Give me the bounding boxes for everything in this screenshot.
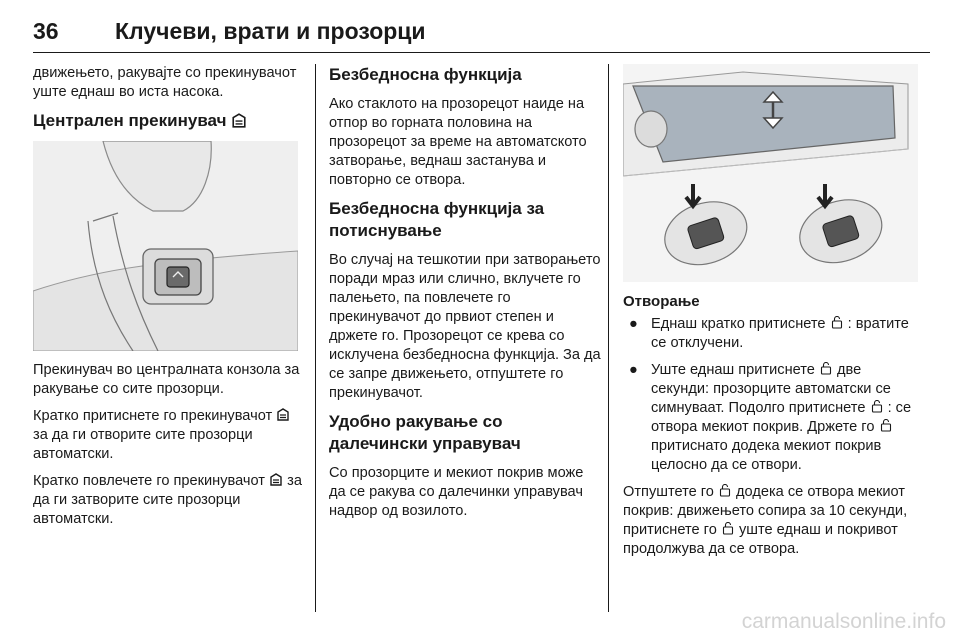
paragraph: Во случај на тешкотии при затворањето поради мраз или слично, вклучете го палењето, па повлечете го прекинувачот до првиот степен и држете го. Прозорецот се крева со исклучена безбедносна функција. За да се запре движењето, отпуштете го прекинувачот. — [329, 252, 601, 401]
list-item: ● Уште еднаш притиснете две секунди: прозорците автоматски се симнуваат. Подолго притиснете : се отвора мекиот покрив. Држете го притиснато додека мекиот покрив целосно да се отвори. — [629, 362, 912, 473]
window-switch-icon — [232, 113, 246, 128]
unlock-key-icon — [880, 419, 892, 432]
unlock-key-icon — [831, 316, 843, 329]
remote-window-illustration — [623, 64, 918, 282]
column-1 — [33, 64, 303, 537]
watermark: carmanualsonline.info — [741, 610, 946, 633]
section-heading: Безбедносна функција за потиснување — [329, 199, 545, 240]
section-heading: Удобно ракување со далечински управувач — [329, 412, 521, 453]
unlock-key-icon — [719, 484, 731, 497]
figure-caption: Прекинувач во централната конзола за ракување со сите прозорци. — [33, 362, 300, 397]
paragraph: Отпуштете го додека се отвора мекиот покрив: движењето сопира за 10 секунди, притиснете го уште еднаш и покривот продолжува да се отвора. — [623, 484, 908, 557]
bullet-glyph: ● — [629, 362, 638, 378]
paragraph: Со прозорците и мекиот покрив може да се ракува со далечинки управувач надвор од возилото. — [329, 465, 584, 519]
page-number: 36 — [33, 18, 59, 44]
paragraph: Кратко повлечете го прекинувачот за да ги затворите сите прозорци автоматски. — [33, 473, 302, 527]
intro-text: движењето, ракувајте со прекинувачот уште еднаш во иста насока. — [33, 65, 297, 100]
bullet-glyph: ● — [629, 316, 638, 332]
unlock-key-icon — [722, 522, 734, 535]
paragraph: Ако стаклото на прозорецот наиде на отпор во горната половина на прозорецот за време на автоматското затворање, веднаш застанува и повторно се отвора. — [329, 96, 587, 188]
unlock-key-icon — [820, 362, 832, 375]
section-heading: Отворање — [623, 293, 700, 310]
page-title: Клучеви, врати и прозорци — [115, 18, 426, 44]
center-console-illustration — [33, 141, 298, 351]
column-divider — [315, 64, 316, 612]
column-3 — [623, 64, 918, 567]
window-switch-icon — [270, 473, 282, 486]
unlock-key-icon — [871, 400, 883, 413]
list-item: ● Еднаш кратко притиснете : вратите се отклучени. — [629, 316, 909, 351]
section-heading: Централен прекинувач — [33, 110, 303, 132]
page-header — [33, 14, 930, 53]
bullet-list — [623, 315, 918, 475]
paragraph: Кратко притиснете го прекинувачот за да ги отворите сите прозорци автоматски. — [33, 407, 303, 464]
column-2 — [329, 64, 601, 529]
window-switch-icon — [277, 408, 289, 421]
section-heading: Безбедносна функција — [329, 65, 522, 84]
column-divider — [608, 64, 609, 612]
